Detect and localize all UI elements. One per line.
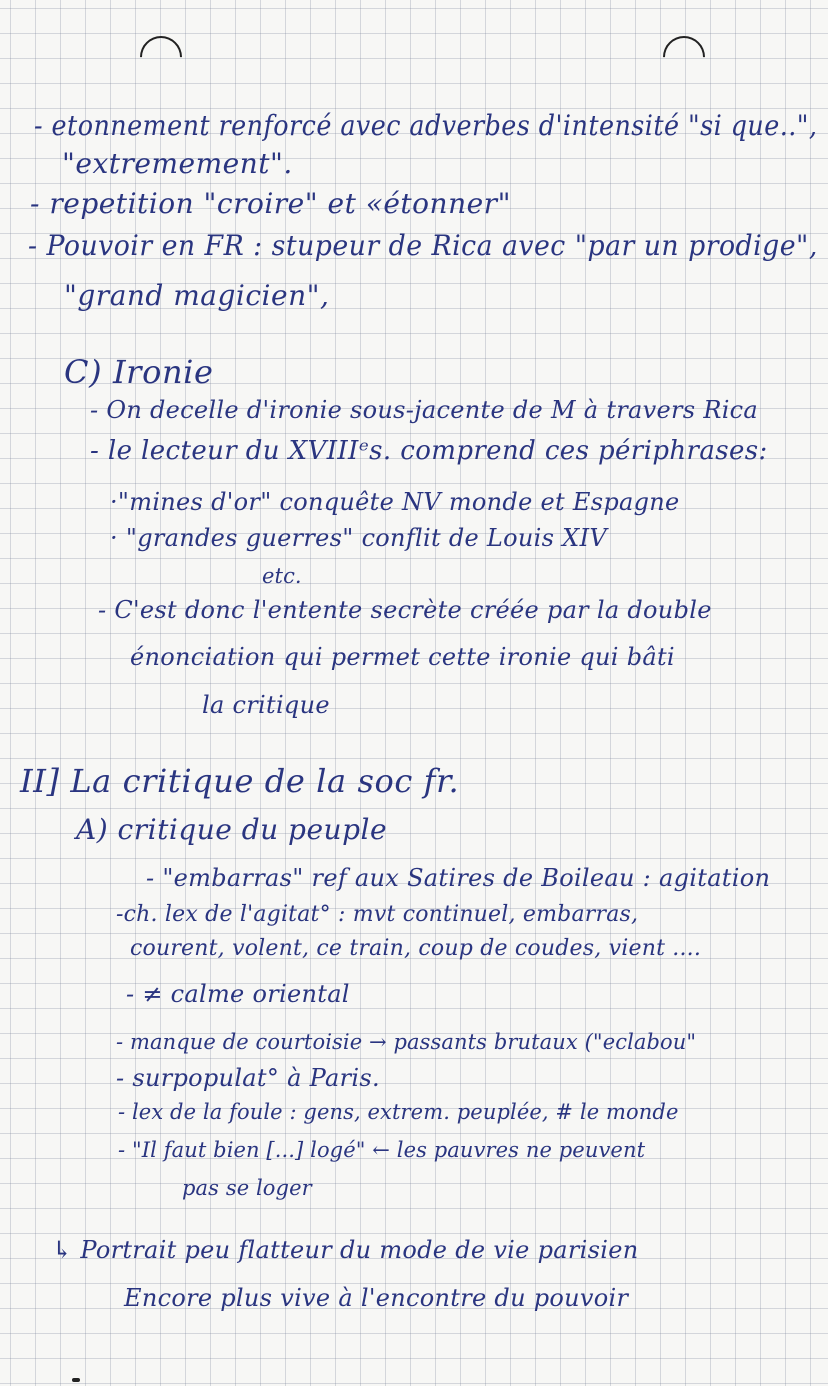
note-line-2: "extremement". — [62, 147, 293, 180]
note-line-24: - "Il faut bien [...] logé" ← les pauvres ne peuvent — [118, 1138, 646, 1162]
note-line-25: pas se loger — [182, 1176, 312, 1200]
note-line-7: - On decelle d'ironie sous-jacente de M à travers Rica — [90, 396, 759, 424]
note-line-23: - lex de la foule : gens, extrem. peuplée, # le monde — [118, 1100, 679, 1124]
note-line-4: - Pouvoir en FR : stupeur de Rica avec "par un prodige", — [28, 229, 818, 262]
note-line-20: - ≠ calme oriental — [126, 980, 350, 1008]
binder-hole-left — [131, 27, 190, 86]
conclusion-line-1: ↳ Portrait peu flatteur du mode de vie parisien — [52, 1236, 639, 1264]
section-heading-c: C) Ironie — [64, 353, 214, 391]
note-line-1: - etonnement renforcé avec adverbes d'intensité "si que..", — [34, 109, 818, 142]
note-line-9: ·"mines d'or" conquête NV monde et Espagne — [110, 488, 680, 516]
note-line-17: - "embarras" ref aux Satires de Boileau : agitation — [146, 864, 771, 892]
note-line-14: la critique — [202, 691, 330, 719]
note-line-10: · "grandes guerres" conflit de Louis XIV — [110, 524, 607, 552]
binder-hole-right — [654, 27, 713, 86]
note-line-19: courent, volent, ce train, coup de coudes, vient .... — [130, 936, 702, 961]
conclusion-line-2: Encore plus vive à l'encontre du pouvoir — [124, 1284, 629, 1312]
note-line-3: - repetition "croire" et «étonner" — [30, 187, 511, 220]
note-line-11: etc. — [262, 564, 302, 588]
note-line-5: "grand magicien", — [64, 279, 330, 312]
note-line-8: - le lecteur du XVIIIᵉs. comprend ces périphrases: — [90, 436, 768, 466]
note-line-22: - surpopulat° à Paris. — [116, 1064, 380, 1092]
note-line-13: énonciation qui permet cette ironie qui bâti — [130, 643, 675, 671]
section-heading-ii: II] La critique de la soc fr. — [20, 762, 460, 800]
note-line-18: -ch. lex de l'agitat° : mvt continuel, embarras, — [116, 902, 639, 927]
note-line-21: - manque de courtoisie → passants brutaux ("eclabou" — [116, 1030, 697, 1054]
note-line-12: - C'est donc l'entente secrète créée par la double — [98, 596, 712, 624]
page-edge-mark — [72, 1378, 80, 1382]
section-heading-a: A) critique du peuple — [76, 813, 388, 846]
